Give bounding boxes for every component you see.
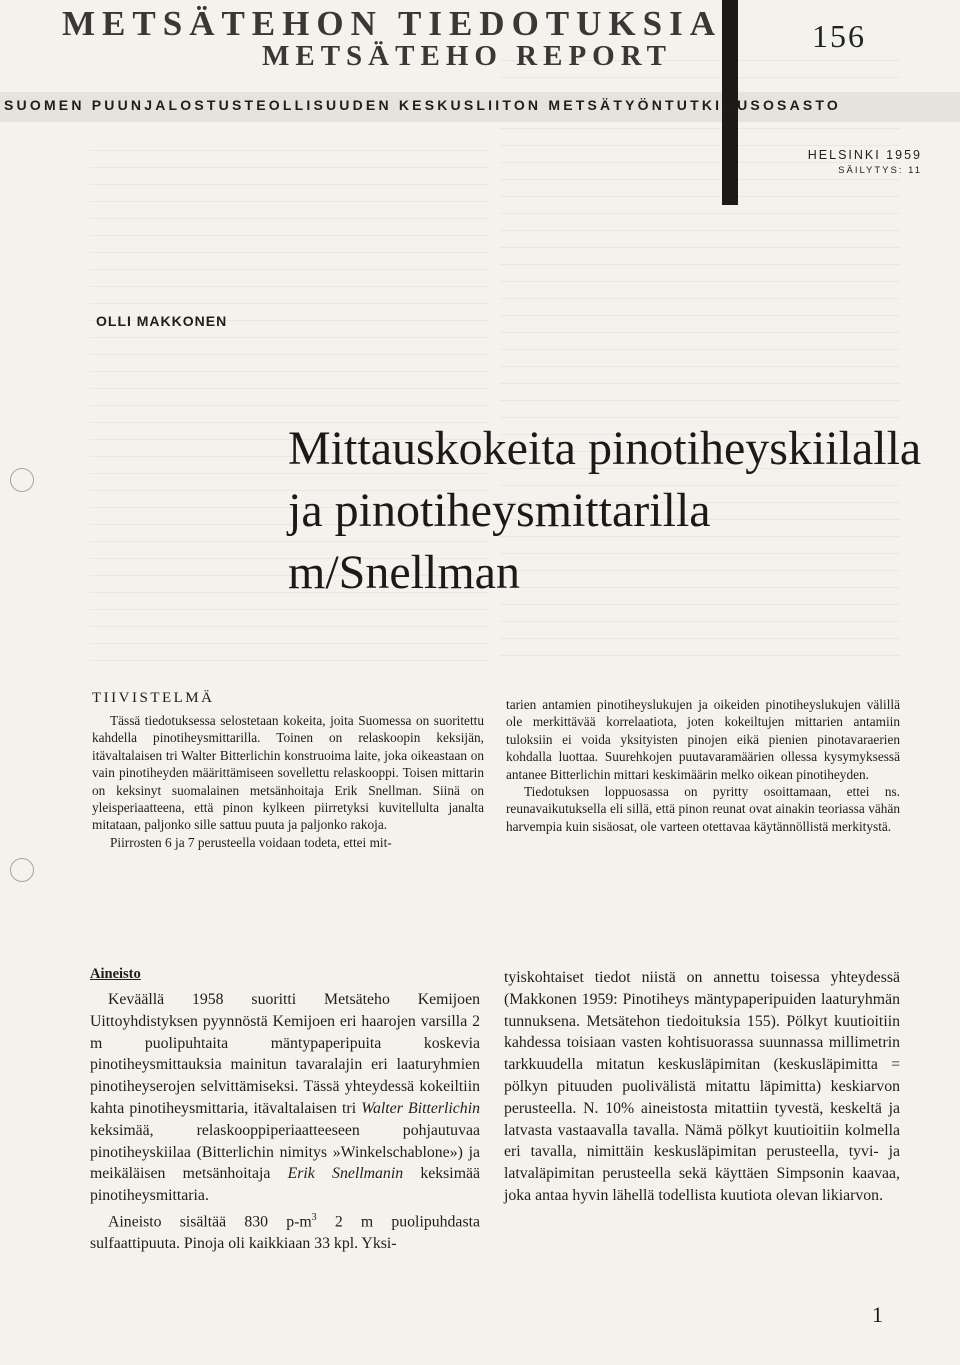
page-number: 1	[872, 1302, 883, 1327]
shelf-code: SÄILYTYS: 11	[838, 165, 922, 176]
punch-hole-icon	[10, 468, 34, 492]
summary-paragraph: Tässä tiedotuksessa selostetaan kokeita, joita Suomessa on suoritettu kahdella pinotiheysmittarilla. Toinen on relaskoopin keksijän, itävaltalaisen tri Walter Bitterlichin konstruoima laite, joka oikeastaan on vain pinotiheyden määrittämiseen sovellettu relaskooppi. Toisen mittarin on keksinyt suomalainen metsänhoitaja Erik Snellman. Siinä on yleisperiaatteena, että pinon kylkeen piirretyksi kuvitellulta janalta mitataan, paljonko sille sattuu puuta ja paljonko rakoja.	[92, 713, 484, 833]
title-line: ja pinotiheysmittarilla	[288, 484, 711, 537]
section-heading: Aineisto	[90, 966, 141, 982]
summary-paragraph: Tiedotuksen loppuosassa on pyritty osoittamaan, ettei ns. reunavaikutuksella eli sillä, että pinon reunat ovat ainakin teoriassa vähän harvempia kuin sisäosat, ole varteen otettavaa käytännöllistä merkitystä.	[506, 784, 900, 834]
report-number: 156	[812, 18, 866, 54]
title-line: m/Snellman	[288, 546, 520, 599]
series-title: METSÄTEHON TIEDOTUKSIA	[62, 4, 723, 43]
person-name: Erik Snellmanin	[287, 1165, 404, 1183]
body-left-column	[90, 989, 480, 1255]
summary-left-column	[92, 712, 484, 851]
text-run: Keväällä 1958 suoritti Metsäteho Kemijoen Uittoyhdistyksen pyynnöstä Kemijoen eri haarojen varsilla 2 m puolipuhtaita mäntypaperipuita koskevia pinotiheysmittauksia mainitun tavaralajin eri laaturyhmien pinotiheyserojen selvittämiseksi. Tässä yhteydessä kokeiltiin kahta pinotiheysmittaria, itävaltalaisen tri	[90, 991, 480, 1117]
series-subtitle: METSÄTEHO REPORT	[262, 40, 673, 72]
city-year: HELSINKI 1959	[807, 148, 922, 162]
summary-paragraph: tarien antamien pinotiheyslukujen ja oikeiden pinotiheyslukujen välillä ole merkittävää korrelaatiota, joten kokeiltujen mittarien antamiin tuloksiin ei voida yksityisten pinojen eikä pienien pinotavaraerien kohdalla luottaa. Suurehkojen puutavaramäärien ollessa kysymyksessä antanee Bitterlichin mittari keskimäärin melko oikean pinotiheyden.	[506, 697, 900, 782]
organization-name: SUOMEN PUUNJALOSTUSTEOLLISUUDEN KESKUSLIITON METSÄTYÖNTUTKIMUSOSASTO	[4, 97, 842, 113]
punch-hole-icon	[10, 858, 34, 882]
summary-paragraph: Piirrosten 6 ja 7 perusteella voidaan todeta, ettei mit-	[110, 834, 392, 850]
text-run: keksimää pinotiheysmittaria.	[90, 1165, 480, 1205]
text-run: Aineisto sisältää 830 p-m	[108, 1213, 312, 1231]
summary-right-column	[506, 696, 900, 835]
summary-heading: TIIVISTELMÄ	[92, 690, 215, 706]
body-right-column	[504, 967, 900, 1207]
document-title	[288, 418, 922, 604]
superscript: 3	[311, 1211, 317, 1223]
text-run: keksimää, relaskooppiperiaatteeseen pohjautuvaa pinotiheyskiilaa (Bitterlichin nimitys »Winkelschablone») ja meikäläisen metsänhoitaja	[90, 1121, 480, 1183]
text-run: 2 m puolipuhdasta sulfaattipuuta. Pinoja oli kaikkiaan 33 kpl. Yksi-	[90, 1213, 480, 1253]
body-paragraph: tyiskohtaiset tiedot niistä on annettu toisessa yhteydessä (Makkonen 1959: Pinotiheys mäntypaperipuiden laaturyhmän tunnuksena. Metsätehon tiedoituksia 155). Pölkyt kuutioitiin kahdessa toisiaan vasten kohtisuorassa suunnassa millimetrin tarkkuudella mitatun keskusläpimitan (keskusläpimitta = pölkyn pituuden puolivälistä mitattu läpimitta) keskiarvon perusteella. N. 10% aineistosta mitattiin tyvestä, keskeltä ja latvasta vastaavalla tavalla. Nämä pölkyt kuutioitiin kolmella eri tavalla, nimittäin keskusläpimitan perusteella, tyvi- ja latvaläpimitan perusteella sekä käyttäen Simpsonin kaavaa, joka antaa hyvin lähellä todellista kuutiota olevan likiarvon.	[504, 969, 900, 1204]
person-name: Walter Bitterlichin	[361, 1099, 480, 1117]
body-paragraph	[90, 1207, 480, 1255]
author-name: OLLI MAKKONEN	[96, 313, 228, 329]
body-paragraph	[90, 989, 480, 1207]
title-line: Mittauskokeita pinotiheyskiilalla	[288, 422, 922, 475]
